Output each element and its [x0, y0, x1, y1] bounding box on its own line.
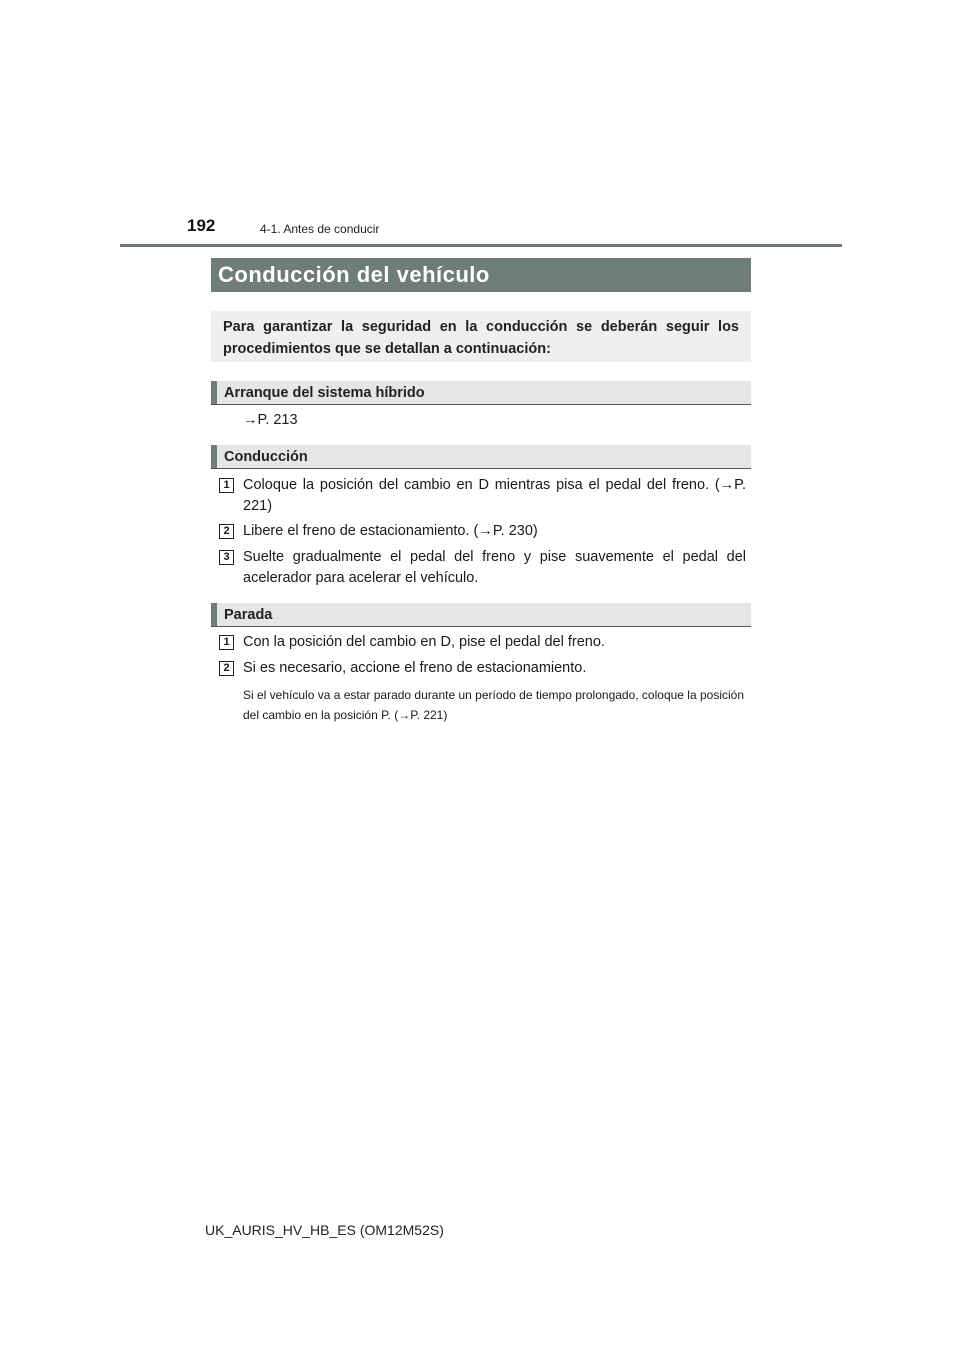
subhead-driving [211, 445, 751, 469]
footer-code: UK_AURIS_HV_HB_ES (OM12M52S) [205, 1222, 444, 1238]
step-number: 2 [219, 524, 234, 539]
subhead-label: Parada [224, 607, 273, 623]
subhead-bar [211, 381, 217, 404]
subhead-label: Arranque del sistema híbrido [224, 385, 425, 401]
step-text: Suelte gradualmente el pedal del freno y pise suavemente el pedal del acelerador para acelerar el vehículo. [243, 549, 746, 586]
subhead-bar [211, 445, 217, 468]
subhead-start [211, 381, 751, 405]
header-rule [120, 244, 842, 247]
step-text: Si es necesario, accione el freno de estacionamiento. [243, 660, 587, 676]
intro-box: Para garantizar la seguridad en la conducción se deberán seguir los procedimientos que se detallan a continuación: [211, 311, 751, 362]
step-number: 3 [219, 550, 234, 565]
page-title: Conducción del vehículo [211, 258, 751, 292]
step-number: 2 [219, 661, 234, 676]
breadcrumb: 4-1. Antes de conducir [260, 222, 380, 236]
step-number: 1 [219, 478, 234, 493]
step-text: Coloque la posición del cambio en D mientras pisa el pedal del freno. (→P. 221) [243, 477, 746, 514]
subhead-bar [211, 603, 217, 626]
subhead-stop [211, 603, 751, 627]
page-number: 192 [187, 216, 216, 235]
start-reference: →P. 213 [243, 412, 298, 428]
subhead-label: Conducción [224, 449, 308, 465]
step-text: Con la posición del cambio en D, pise el pedal del freno. [243, 634, 605, 650]
stop-note: Si el vehículo va a estar parado durante un período de tiempo prolongado, coloque la posición del cambio en la posición P. (→P. 221) [243, 688, 745, 722]
step-number: 1 [219, 635, 234, 650]
step-text: Libere el freno de estacionamiento. (→P. 230) [243, 523, 538, 539]
